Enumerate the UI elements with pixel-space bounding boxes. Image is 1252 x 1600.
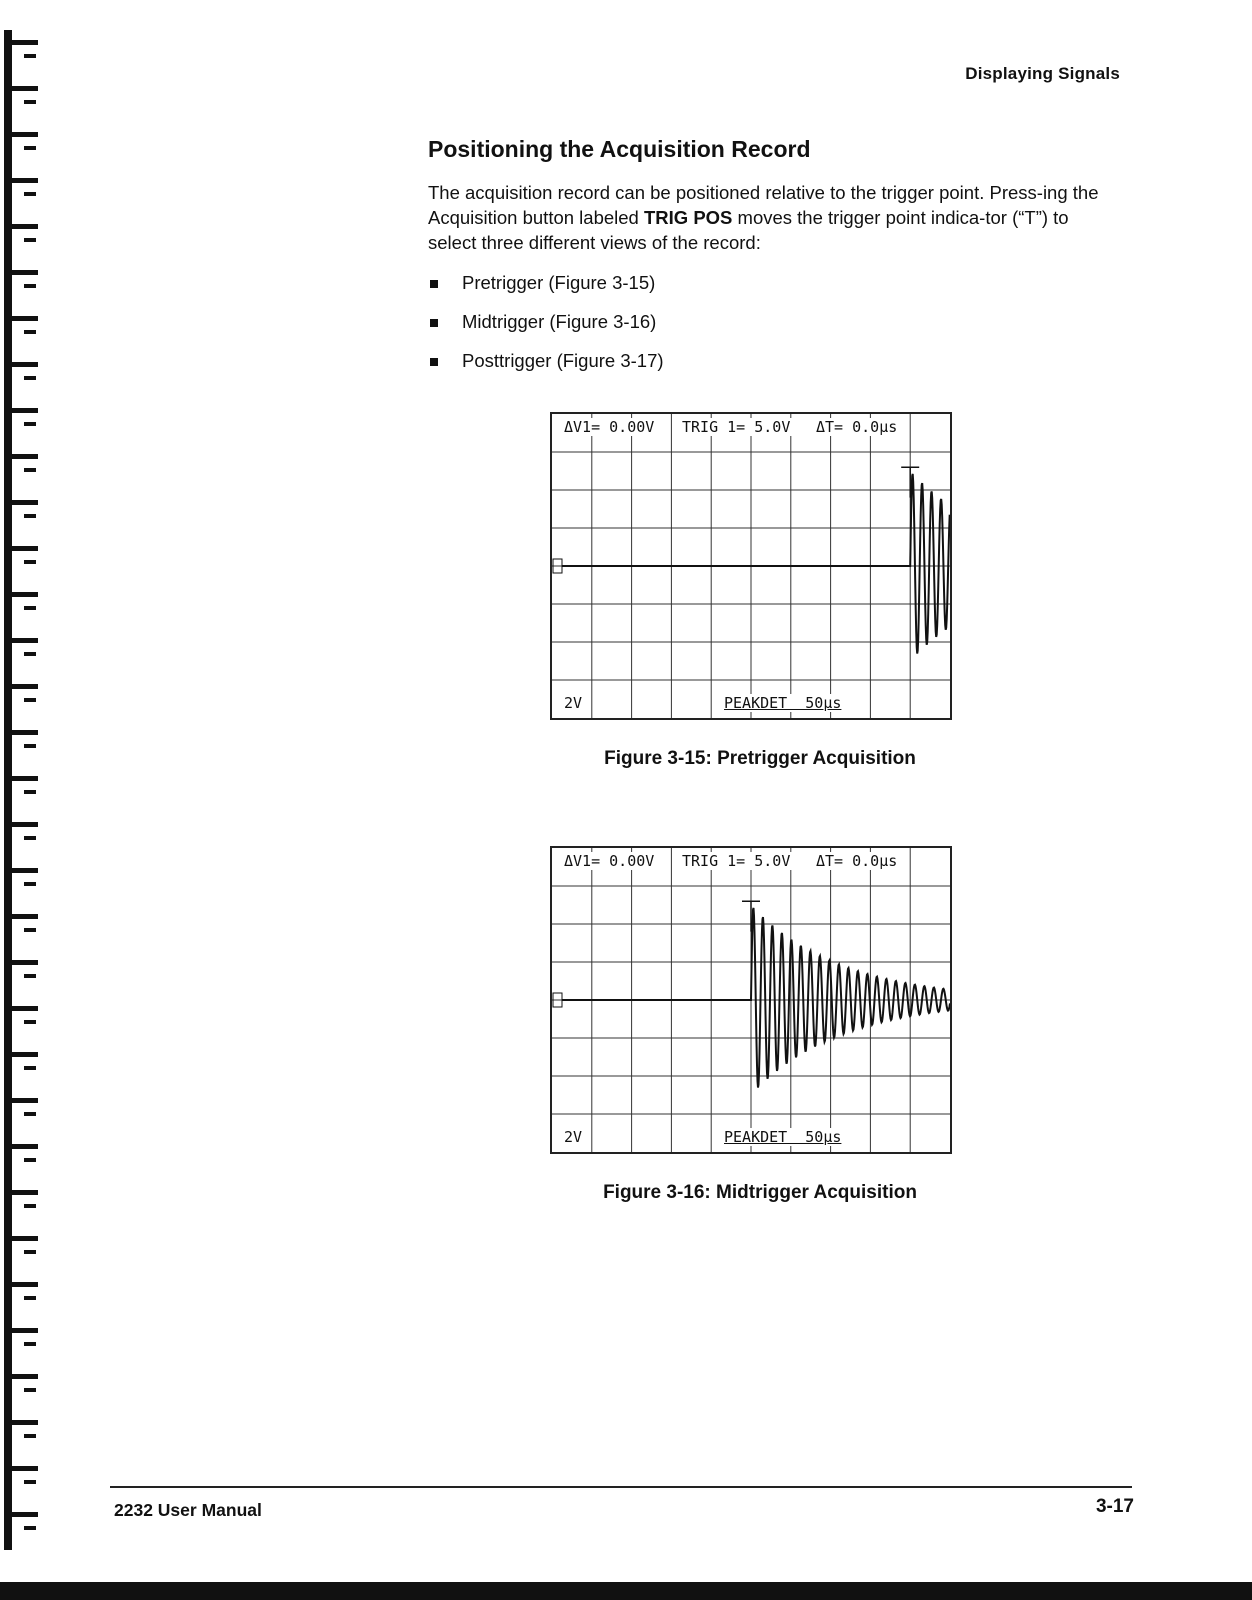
waveform-plot	[552, 414, 950, 718]
list-item: Pretrigger (Figure 3-15)	[428, 272, 664, 311]
binding-edge-marks	[0, 0, 44, 1600]
page-number: 3-17	[1095, 1496, 1134, 1517]
figure-caption: Figure 3-16: Midtrigger Acquisition	[603, 1182, 917, 1203]
bullet-square-icon	[430, 280, 438, 288]
trig-pos-button-label: TRIG POS	[643, 207, 733, 228]
delta-volts-readout: ΔV1= 0.00V	[564, 418, 655, 436]
paragraph-part2: moves the trigger point indica-tor (“T”) to select three different views of the record:	[428, 207, 1069, 253]
delta-time-readout: ΔT= 0.0µs	[816, 418, 898, 436]
volts-per-div-readout: 2V	[564, 1128, 583, 1146]
scope-screen-pretrigger	[550, 412, 952, 720]
delta-time-readout: ΔT= 0.0µs	[816, 852, 898, 870]
trigger-level-readout: TRIG 1= 5.0V	[682, 418, 791, 436]
view-list	[428, 272, 664, 389]
scope-screen-midtrigger	[550, 846, 952, 1154]
waveform-trace	[562, 908, 950, 1088]
trigger-point-marker	[742, 901, 760, 931]
delta-volts-readout: ΔV1= 0.00V	[564, 852, 655, 870]
scan-edge-bar	[0, 1582, 1252, 1600]
intro-paragraph	[428, 180, 1118, 255]
volts-per-div-readout: 2V	[564, 694, 583, 712]
figure-caption: Figure 3-15: Pretrigger Acquisition	[604, 748, 916, 769]
list-item: Midtrigger (Figure 3-16)	[428, 311, 664, 350]
waveform-trace	[562, 474, 950, 654]
acquisition-mode-readout: PEAKDET 50µs	[724, 694, 842, 712]
trigger-level-readout: TRIG 1= 5.0V	[682, 852, 791, 870]
section-title: Positioning the Acquisition Record	[428, 136, 811, 162]
bullet-square-icon	[430, 358, 438, 366]
waveform-plot	[552, 848, 950, 1152]
paragraph-part1: The acquisition record can be positioned relative to the trigger point. Press-ing the Acquisition button labeled	[428, 182, 1099, 228]
bullet-square-icon	[430, 319, 438, 327]
manual-title: 2232 User Manual	[114, 1500, 262, 1520]
trigger-point-marker	[901, 467, 919, 497]
list-item: Posttrigger (Figure 3-17)	[428, 350, 664, 389]
footer-divider	[110, 1486, 1132, 1488]
acquisition-mode-readout: PEAKDET 50µs	[724, 1128, 842, 1146]
running-head: Displaying Signals	[965, 64, 1120, 83]
